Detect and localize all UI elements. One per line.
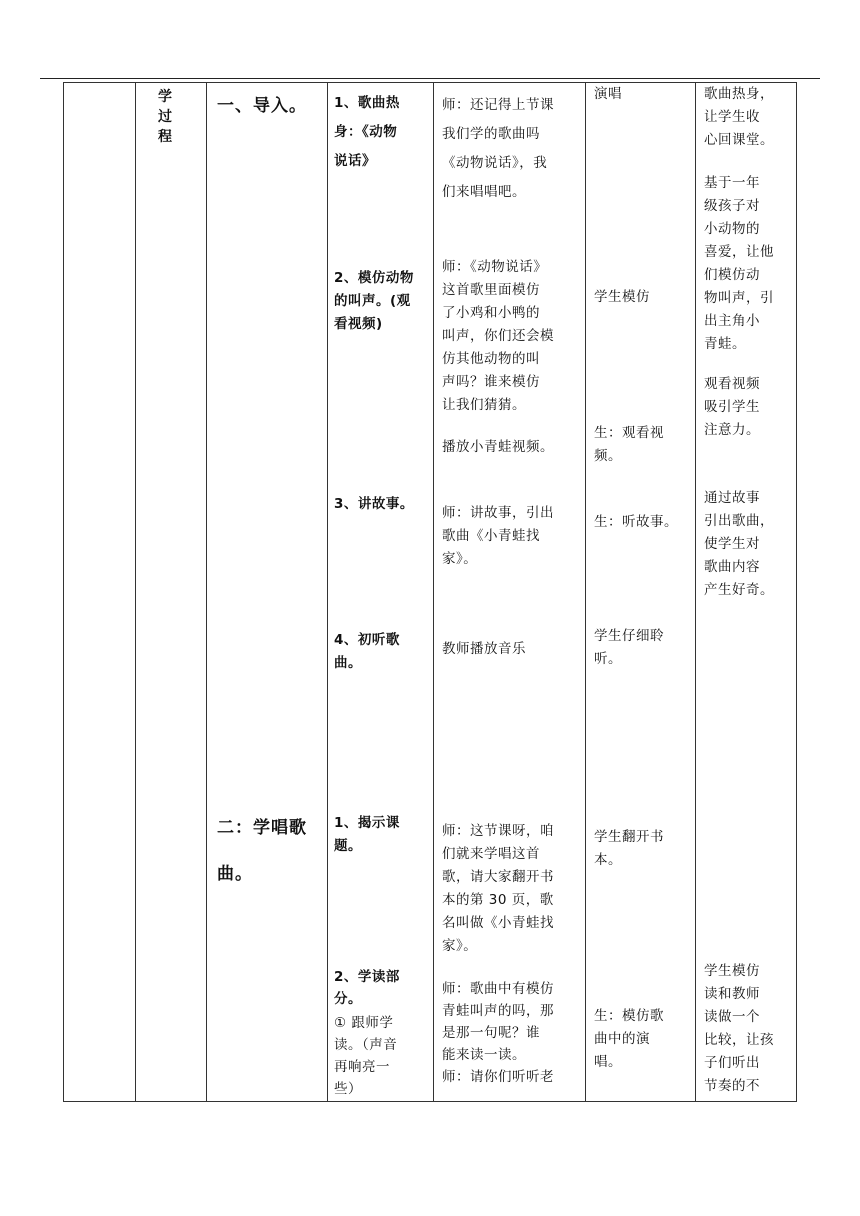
- student-activity: 生：观看视 频。: [594, 425, 664, 464]
- section-title: 一、导入。: [217, 96, 307, 116]
- teacher-activity: 师：《动物说话》 这首歌里面模仿 了小鸡和小鸭的 叫声，你们还会模 仿其他动物的叫 声吗？谁来模仿 让我们猜猜。: [442, 259, 554, 413]
- student-activity: 学生模仿: [594, 289, 650, 305]
- student-activity: 演唱: [594, 86, 622, 102]
- section-column: [207, 83, 328, 1102]
- step-label: 1、歌曲热 身：《动物 说话》: [334, 95, 400, 169]
- step-sub-label: ① 跟师学 读。（声音 再响亮一 些）: [334, 1015, 398, 1097]
- teacher-activity: 师：这节课呀，咱 们就来学唱这首 歌，请大家翻开书 本的第 30 页，歌 名叫做《小青蛙找 家》。: [442, 823, 554, 954]
- teacher-activity: 师：讲故事，引出 歌曲《小青蛙找 家》。: [442, 505, 554, 567]
- student-activity: 生：模仿歌 曲中的演 唱。: [594, 1008, 664, 1070]
- design-intent: 通过故事 引出歌曲， 使学生对 歌曲内容 产生好奇。: [704, 490, 774, 598]
- teacher-activity: 师：歌曲中有模仿 青蛙叫声的吗，那 是那一句呢？谁 能来读一读。 师：请你们听听老: [442, 981, 554, 1085]
- process-cell: [136, 83, 207, 1102]
- blank-left-column: [64, 83, 136, 1102]
- design-intent: 学生模仿 读和教师 读做一个 比较，让孩 子们听出 节奏的不: [704, 963, 774, 1094]
- header-rule: [40, 78, 820, 79]
- step-column: [328, 83, 434, 1102]
- design-intent: 观看视频 吸引学生 注意力。: [704, 376, 760, 438]
- student-activity: 学生仔细聆 听。: [594, 628, 664, 667]
- step-label: 3、讲故事。: [334, 496, 414, 512]
- teacher-activity: 播放小青蛙视频。: [442, 439, 554, 455]
- section-title: 二：学唱歌 曲。: [217, 818, 307, 884]
- student-activity: 学生翻开书 本。: [594, 829, 664, 868]
- student-activity-column: [586, 83, 696, 1102]
- teacher-activity: 师：还记得上节课 我们学的歌曲吗 《动物说话》，我 们来唱唱吧。: [442, 97, 554, 200]
- design-intent-column: [696, 83, 797, 1102]
- teacher-activity: 教师播放音乐: [442, 641, 526, 657]
- step-label: 2、学读部 分。: [334, 969, 400, 1007]
- teacher-activity-column: [434, 83, 586, 1102]
- design-intent: 歌曲热身， 让学生收 心回课堂。: [704, 86, 774, 148]
- process-label: 学 过 程: [158, 89, 172, 145]
- lesson-plan-table: [63, 82, 797, 1102]
- step-label: 1、揭示课 题。: [334, 815, 400, 854]
- step-label: 2、模仿动物 的叫声。(观 看视频): [334, 270, 414, 332]
- step-label: 4、初听歌 曲。: [334, 632, 400, 671]
- design-intent: 基于一年 级孩子对 小动物的 喜爱，让他 们模仿动 物叫声，引 出主角小 青蛙。: [704, 175, 774, 352]
- student-activity: 生：听故事。: [594, 514, 678, 530]
